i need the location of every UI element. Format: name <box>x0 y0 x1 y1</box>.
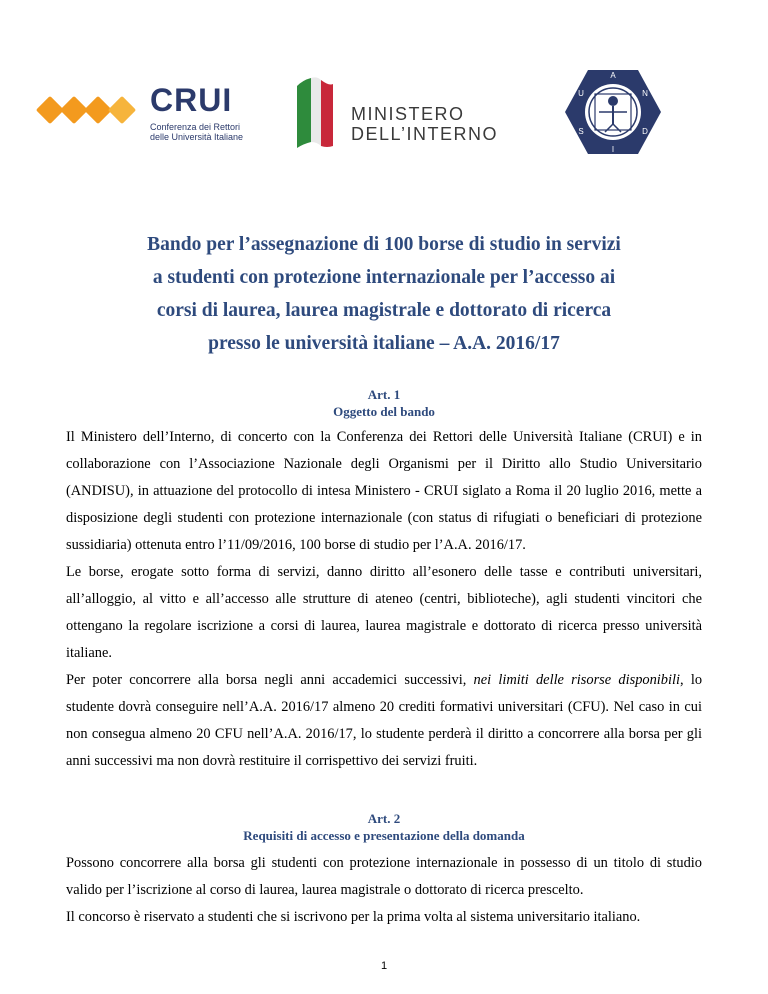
ministero-flag-icon <box>293 76 337 148</box>
art1-paragraph-3: Per poter concorrere alla borsa negli anni accademici successivi, nei limiti delle risorse disponibili, lo studente dovrà conseguire nell’A.A. 2016/17 almeno 20 crediti formativi universitari (CFU). Nel caso in cui non consegua almeno 20 CFU nell’A.A. 2016/17, lo studente perderà il diritto a concorrere alla borsa per gli anni successivi ma non dovrà restituire il corrispettivo dei servizi fruiti. <box>66 672 703 769</box>
crui-name: CRUI <box>150 82 233 118</box>
document-title <box>0 228 768 360</box>
art2-number: Art. 2 <box>367 811 401 826</box>
crui-logo <box>36 82 246 142</box>
andisu-letter: D <box>642 127 648 136</box>
art1-body <box>66 424 702 775</box>
crui-diamond-icon <box>108 96 136 124</box>
art2-body <box>66 850 702 931</box>
andisu-letter: U <box>578 89 584 98</box>
art2-title: Requisiti di accesso e presentazione della domanda <box>243 828 525 843</box>
art2-heading <box>0 810 768 844</box>
title-line: a studenti con protezione internazionale per l’accesso ai <box>152 267 616 288</box>
art1-heading <box>0 386 768 420</box>
andisu-letter: I <box>611 145 615 154</box>
andisu-logo <box>563 68 663 156</box>
ministero-logo <box>293 76 533 150</box>
title-line: Bando per l’assegnazione di 100 borse di studio in servizi <box>147 234 621 255</box>
andisu-letter: N <box>642 89 648 98</box>
art1-paragraph-1: Il Ministero dell’Interno, di concerto con la Conferenza dei Rettori delle Università Italiane (CRUI) e in collaborazione con l’Associazione Nazionale degli Organismi per il Diritto allo Studio Universitario (ANDISU), in attuazione del protocollo di intesa Ministero - CRUI siglato a Roma il 20 luglio 2016, mette a disposizione degli studenti con protezione internazionale (con status di rifugiati o beneficiari di protezione sussidiaria) ottenuta entro l’11/09/2016, 100 borse di studio per l’A.A. 2016/17. <box>66 429 702 553</box>
italic-phrase: nei limiti delle risorse disponibili <box>473 672 680 688</box>
art2-paragraph-1: Possono concorrere alla borsa gli studenti con protezione internazionale in possesso di un titolo di studio valido per l’iscrizione al corso di laurea, laurea magistrale o dottorato di ricerca prescelto. <box>66 855 702 898</box>
art2-paragraph-2: Il concorso è riservato a studenti che si iscrivono per la prima volta al sistema universitario italiano. <box>66 909 641 925</box>
andisu-letter: S <box>578 127 584 136</box>
crui-subtitle: Conferenza dei Rettori delle Università Italiane <box>150 122 244 142</box>
page-number: 1 <box>380 960 388 972</box>
logo-header <box>0 68 768 158</box>
title-line: presso le università italiane – A.A. 2016/17 <box>208 333 560 354</box>
art1-title: Oggetto del bando <box>333 404 435 419</box>
andisu-letter: A <box>610 71 616 80</box>
ministero-name: MINISTERO DELL’INTERNO <box>351 104 499 144</box>
art1-number: Art. 1 <box>367 387 401 402</box>
art1-paragraph-2: Le borse, erogate sotto forma di servizi, danno diritto all’esonero delle tasse e contributi universitari, all’alloggio, al vitto e all’accesso alle strutture di ateneo (centri, biblioteche), agli studenti vincitori che ottengano la regolare iscrizione a corsi di laurea, laurea magistrale e dottorato di ricerca presso università italiane. <box>66 564 702 661</box>
title-line: corsi di laurea, laurea magistrale e dottorato di ricerca <box>156 300 612 321</box>
